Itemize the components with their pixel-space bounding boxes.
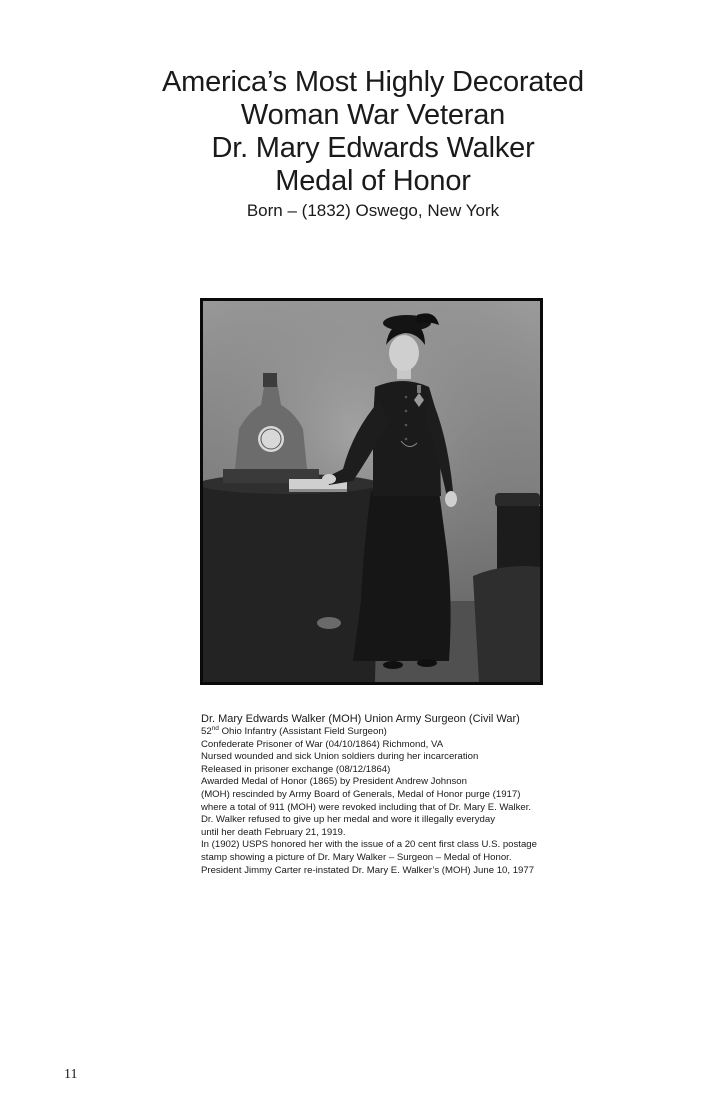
caption-line-7: (MOH) rescinded by Army Board of Generals, Medal of Honor purge (1917) [201, 788, 521, 800]
caption-line-1: Dr. Mary Edwards Walker (MOH) Union Army Surgeon (Civil War) [201, 713, 520, 725]
birth-info: Born – (1832) Oswego, New York [246, 201, 500, 220]
caption-line-12: stamp showing a picture of Dr. Mary Walker – Surgeon – Medal of Honor. [201, 851, 512, 863]
title-line-1: America’s Most Highly Decorated [162, 66, 584, 98]
caption-line-6: Awarded Medal of Honor (1865) by President Andrew Johnson [201, 776, 467, 788]
regiment-number: 52 [201, 726, 212, 737]
caption-line-11: In (1902) USPS honored her with the issue of a 20 cent first class U.S. postage [201, 839, 537, 851]
photo-caption [201, 713, 601, 877]
title-line-3: Dr. Mary Edwards Walker [211, 132, 535, 164]
portrait-photo [200, 298, 543, 685]
regiment-text: Ohio Infantry (Assistant Field Surgeon) [218, 726, 387, 737]
caption-line-8: where a total of 911 (MOH) were revoked including that of Dr. Mary E. Walker. [201, 801, 532, 813]
caption-line-9: Dr. Walker refused to give up her medal and wore it illegally everyday [201, 814, 495, 826]
regiment-ordinal-suffix: nd [211, 724, 219, 732]
caption-line-13: President Jimmy Carter re-instated Dr. Mary E. Walker’s (MOH) June 10, 1977 [201, 864, 535, 876]
caption-line-10: until her death February 21, 1919. [201, 826, 346, 838]
title-line-2: Woman War Veteran [240, 99, 506, 131]
caption-line-5: Released in prisoner exchange (08/12/1864) [201, 763, 391, 775]
title-line-4: Medal of Honor [275, 165, 471, 197]
page-number: 11 [64, 1067, 78, 1082]
caption-line-4: Nursed wounded and sick Union soldiers during her incarceration [201, 751, 479, 763]
portrait-photograph-icon [203, 301, 540, 682]
page-header [0, 66, 720, 222]
caption-line-3: Confederate Prisoner of War (04/10/1864) Richmond, VA [201, 738, 444, 750]
caption-line-2 [201, 726, 601, 739]
